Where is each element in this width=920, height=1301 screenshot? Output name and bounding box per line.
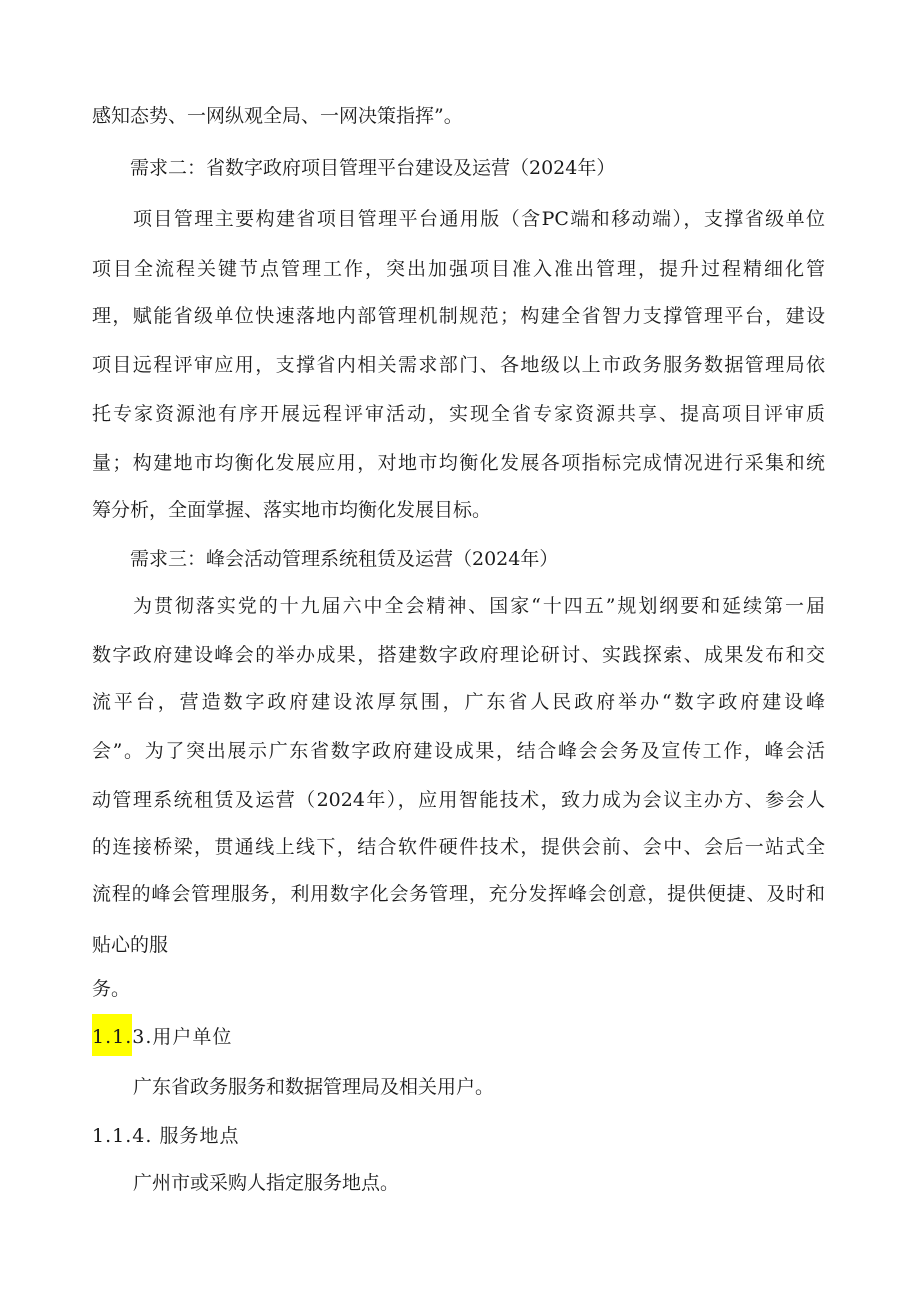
text-line: 会”。为了突出展示广东省数字政府建设成果，结合峰会会务及宣传工作，峰会活 [92,740,825,762]
requirement-3-title: 需求三：峰会活动管理系统租赁及运营（2024年） [130,548,559,570]
text-line: 为贯彻落实党的十九届六中全会精神、国家“十四五”规划纲要和延续第一届 [133,595,825,617]
text-line: 流平台，营造数字政府建设浓厚氛围，广东省人民政府举办“数字政府建设峰 [92,691,825,713]
section-title: 用户单位 [152,1026,233,1048]
text-line: 筹分析，全面掌握、落实地市均衡化发展目标。 [92,499,492,521]
text-line: 贴心的服 [92,934,169,956]
text-line: 量；构建地市均衡化发展应用，对地市均衡化发展各项指标完成情况进行采集和统 [92,452,825,474]
section-heading-1-1-3 [92,1024,232,1056]
section-heading-1-1-4 [92,1123,239,1149]
text-line: 务。 [92,978,131,1000]
text-line: 项目管理主要构建省项目管理平台通用版（含PC端和移动端），支撑省级单位 [133,208,825,230]
text-line: 托专家资源池有序开展远程评审活动，实现全省专家资源共享、提高项目评审质 [92,403,825,425]
text-line: 广州市或采购人指定服务地点。 [133,1172,400,1194]
text-line: 流程的峰会管理服务，利用数字化会务管理，充分发挥峰会创意，提供便捷、及时和 [92,883,825,905]
text-line: 广东省政务服务和数据管理局及相关用户。 [133,1076,495,1098]
text-line: 项目远程评审应用，支撑省内相关需求部门、各地级以上市政务服务数据管理局依 [92,354,825,376]
section-number: 3. [132,1026,153,1048]
highlighted-section-number: 1.1. [92,1014,132,1056]
text-line: 的连接桥梁，贯通线上线下，结合软件硬件技术，提供会前、会中、会后一站式全 [92,836,825,858]
text-line: 理，赋能省级单位快速落地内部管理机制规范；构建全省智力支撑管理平台，建设 [92,305,825,327]
text-line: 项目全流程关键节点管理工作，突出加强项目准入准出管理，提升过程精细化管 [92,258,825,280]
text-line: 感知态势、一网纵观全局、一网决策指挥”。 [92,105,463,127]
text-line: 数字政府建设峰会的举办成果，搭建数字政府理论研讨、实践探索、成果发布和交 [92,644,825,666]
text-line: 动管理系统租赁及运营（2024年），应用智能技术，致力成为会议主办方、参会人 [92,789,825,811]
section-number: 1.1.4. [92,1125,153,1147]
section-title: 服务地点 [159,1125,240,1147]
requirement-2-title: 需求二：省数字政府项目管理平台建设及运营（2024年） [130,157,616,179]
